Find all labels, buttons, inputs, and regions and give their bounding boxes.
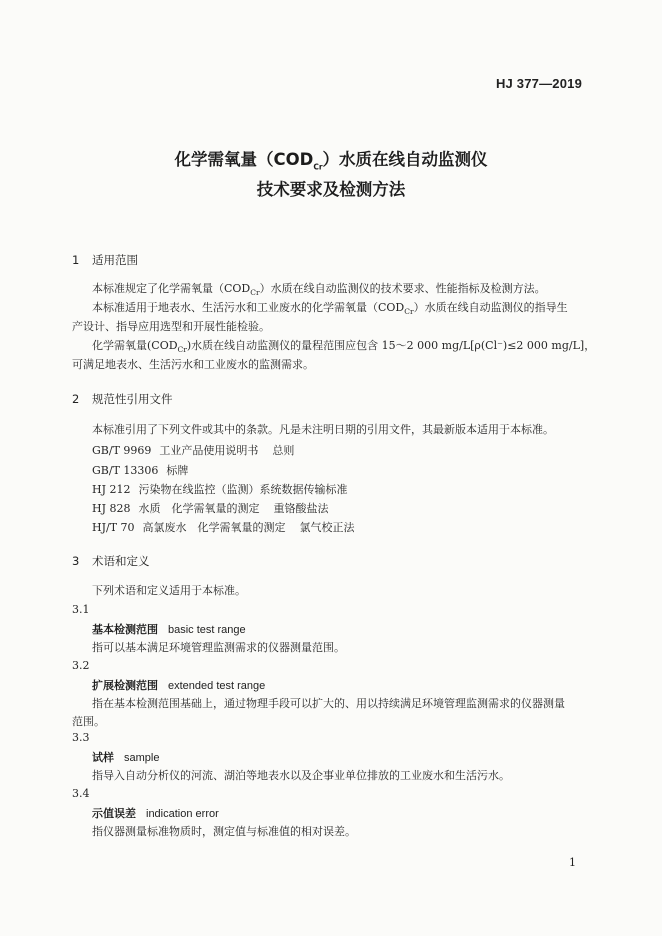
term-zh: 扩展检测范围 [92, 679, 158, 692]
term-number: 3.4 [72, 787, 90, 800]
paragraph-scope-3 [92, 337, 595, 358]
reference-code: GB/T 9969 [92, 444, 152, 457]
subscript: Cr [404, 307, 414, 317]
reference-code: HJ 828 [92, 502, 131, 515]
term-heading [92, 621, 246, 637]
term-en: indication error [146, 808, 219, 820]
subscript: Cr [250, 288, 260, 298]
title-subscript: Cr [313, 162, 323, 172]
term-en: basic test range [168, 624, 246, 636]
section-number: 2 [72, 392, 80, 406]
paragraph-scope-3-cont: 可满足地表水、生活污水和工业废水的监测需求。 [72, 358, 314, 371]
reference-title: 高氯废水 化学需氧量的测定 [142, 521, 286, 534]
section-title: 术语和定义 [92, 554, 150, 568]
text: 本标准适用于地表水、生活污水和工业废水的化学需氧量（COD [92, 301, 405, 314]
reference-extra: 总则 [272, 444, 295, 457]
term-definition: 指导入自动分析仪的河流、湖泊等地表水以及企事业单位排放的工业废水和生活污水。 [92, 769, 510, 782]
reference-title: 标牌 [166, 464, 189, 477]
page-number: 1 [569, 856, 576, 869]
section-title: 适用范围 [92, 253, 138, 267]
reference-title: 污染物在线监控（监测）系统数据传输标准 [138, 483, 348, 496]
text: ）水质在线自动监测仪的指导生 [413, 301, 568, 314]
reference-code: HJ 212 [92, 483, 131, 496]
reference-extra: 氯气校正法 [299, 521, 355, 534]
paragraph-scope-2-cont: 产设计、指导应用选型和开展性能检验。 [72, 320, 270, 333]
term-en: sample [124, 752, 160, 764]
reference-title: 工业产品使用说明书 [159, 444, 259, 457]
section-heading-1 [72, 252, 138, 268]
reference-title: 水质 化学需氧量的测定 [138, 502, 260, 515]
section-title: 规范性引用文件 [92, 392, 173, 406]
section-heading-2 [72, 391, 173, 407]
text: ）水质在线自动监测仪的技术要求、性能指标及检测方法。 [259, 282, 546, 295]
term-zh: 试样 [92, 751, 114, 764]
term-en: extended test range [168, 680, 266, 692]
title-text-post: ）水质在线自动监测仪 [322, 150, 488, 169]
text: 本标准规定了化学需氧量（COD [92, 282, 251, 295]
term-number: 3.2 [72, 659, 90, 672]
term-definition: 指仪器测量标准物质时，测定值与标准值的相对误差。 [92, 825, 356, 838]
reference-item [92, 500, 329, 516]
term-definition: 指可以基本满足环境管理监测需求的仪器测量范围。 [92, 641, 345, 654]
reference-item [92, 481, 348, 497]
term-number: 3.3 [72, 731, 90, 744]
reference-item [92, 519, 355, 535]
reference-code: HJ/T 70 [92, 521, 135, 534]
references-intro: 本标准引用了下列文件或其中的条款。凡是未注明日期的引用文件，其最新版本适用于本标准。 [92, 423, 554, 436]
term-heading [92, 805, 219, 821]
document-title-line1 [0, 146, 662, 171]
document-title-line2: 技术要求及检测方法 [256, 180, 406, 199]
reference-item [92, 442, 294, 458]
paragraph-scope-2 [92, 299, 568, 320]
section-number: 1 [72, 253, 80, 267]
term-definition: 指在基本检测范围基础上，通过物理手段可以扩大的、用以持续满足环境管理监测需求的仪器测量 [92, 697, 565, 710]
paragraph-scope-1 [92, 280, 546, 301]
term-number: 3.1 [72, 603, 90, 616]
reference-item [92, 462, 188, 478]
reference-extra: 重铬酸盐法 [273, 502, 329, 515]
term-heading [92, 677, 265, 693]
title-text-pre: 化学需氧量（COD [174, 150, 314, 169]
text: )水质在线自动监测仪的量程范围应包含 15～2 000 mg/L[ρ(Cl⁻)≤2 000 mg/L]， [186, 339, 596, 352]
term-definition-cont: 范围。 [72, 715, 105, 728]
subscript: Cr [177, 345, 187, 355]
terms-intro: 下列术语和定义适用于本标准。 [92, 584, 246, 597]
reference-code: GB/T 13306 [92, 464, 159, 477]
standard-code: HJ 377—2019 [495, 76, 582, 91]
term-zh: 基本检测范围 [92, 623, 158, 636]
term-heading [92, 749, 159, 765]
term-zh: 示值误差 [92, 807, 136, 820]
section-number: 3 [72, 554, 80, 568]
text: 化学需氧量(COD [92, 339, 178, 352]
section-heading-3 [72, 553, 150, 569]
